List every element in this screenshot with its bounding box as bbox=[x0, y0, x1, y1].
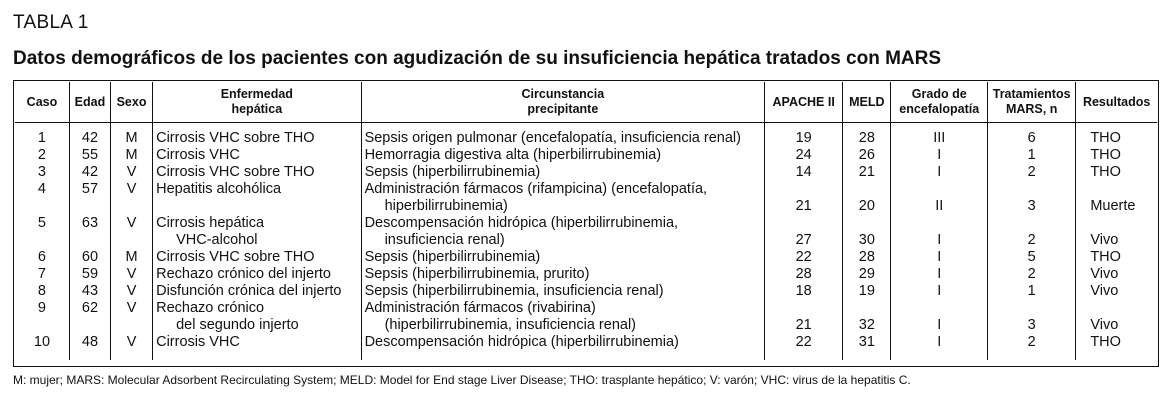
cell-apache: 22 bbox=[765, 334, 843, 360]
col-header-trat bbox=[988, 82, 1076, 123]
table-title: Datos demográficos de los pacientes con agudización de su insuficiencia hepática tratados con MARS bbox=[13, 48, 942, 69]
cell-sexo: V bbox=[111, 215, 153, 249]
cell-text-line: Administración fármacos (rifampicina) (encefalopatía, bbox=[364, 181, 708, 197]
cell-grado: I bbox=[891, 215, 988, 249]
cell-trat: 3 bbox=[988, 181, 1076, 215]
cell-text-line: Sepsis (hiperbilirrubinemia) bbox=[364, 249, 541, 265]
table-label: TABLA 1 bbox=[13, 12, 89, 33]
col-header-grado bbox=[891, 82, 988, 123]
cell-caso: 6 bbox=[15, 249, 69, 266]
cell-circunstancia bbox=[361, 123, 765, 148]
cell-trat: 2 bbox=[988, 164, 1076, 181]
col-header-text: encefalopatía bbox=[899, 102, 980, 116]
cell-circunstancia bbox=[361, 215, 765, 249]
cell-text-line: hiperbilirrubinemia) bbox=[384, 198, 508, 214]
cell-grado: I bbox=[891, 249, 988, 266]
cell-text-line: Hemorragia digestiva alta (hiperbilirrubinemia) bbox=[364, 147, 662, 163]
cell-text-line: Sepsis (hiperbilirrubinemia, insuficiencia renal) bbox=[364, 283, 664, 299]
cell-resultado: Vivo bbox=[1090, 232, 1119, 248]
cell-caso: 9 bbox=[15, 300, 69, 334]
cell-text-line: Hepatitis alcohólica bbox=[156, 181, 282, 197]
cell-enfermedad bbox=[153, 181, 361, 215]
cell-grado: I bbox=[891, 334, 988, 360]
cell-edad: 42 bbox=[69, 164, 110, 181]
col-header-resultado bbox=[1076, 82, 1157, 123]
col-header-text: APACHE II bbox=[772, 94, 835, 109]
cell-text-line: Sepsis origen pulmonar (encefalopatía, insuficiencia renal) bbox=[364, 130, 741, 146]
col-header-text: MARS, n bbox=[1005, 102, 1058, 116]
cell-resultado: Vivo bbox=[1090, 266, 1119, 282]
cell-grado: I bbox=[891, 164, 988, 181]
cell-caso: 8 bbox=[15, 283, 69, 300]
cell-caso: 7 bbox=[15, 266, 69, 283]
cell-sexo: M bbox=[111, 147, 153, 164]
col-header-enfermedad bbox=[153, 82, 361, 123]
cell-circunstancia bbox=[361, 266, 765, 283]
cell-text-line: insuficiencia renal) bbox=[384, 232, 505, 248]
cell-grado: I bbox=[891, 300, 988, 334]
patients-table bbox=[15, 82, 1157, 360]
cell-meld: 29 bbox=[843, 266, 891, 283]
cell-grado: II bbox=[891, 181, 988, 215]
cell-resultado: Vivo bbox=[1090, 283, 1119, 299]
cell-sexo: V bbox=[111, 300, 153, 334]
cell-apache: 24 bbox=[765, 147, 843, 164]
table-row bbox=[15, 123, 1157, 148]
table-row bbox=[15, 164, 1157, 181]
cell-trat: 1 bbox=[988, 283, 1076, 300]
cell-meld: 26 bbox=[843, 147, 891, 164]
col-header-text: Edad bbox=[74, 94, 106, 109]
table-row bbox=[15, 300, 1157, 334]
cell-apache: 14 bbox=[765, 164, 843, 181]
cell-text-line: Cirrosis VHC sobre THO bbox=[156, 130, 315, 146]
table-row bbox=[15, 215, 1157, 249]
cell-caso: 3 bbox=[15, 164, 69, 181]
cell-trat: 6 bbox=[988, 123, 1076, 148]
cell-meld: 32 bbox=[843, 300, 891, 334]
cell-circunstancia bbox=[361, 283, 765, 300]
cell-caso: 10 bbox=[15, 334, 69, 360]
cell-grado: I bbox=[891, 266, 988, 283]
cell-text-line: Sepsis (hiperbilirrubinemia) bbox=[364, 164, 541, 180]
cell-enfermedad bbox=[153, 283, 361, 300]
cell-grado: III bbox=[891, 123, 988, 148]
cell-circunstancia bbox=[361, 249, 765, 266]
cell-apache: 18 bbox=[765, 283, 843, 300]
footnote: M: mujer; MARS: Molecular Adsorbent Recirculating System; MELD: Model for End stage Liver Disease; THO: trasplante hepático; V: varón; VHC: virus de la hepatitis C. bbox=[13, 373, 911, 387]
cell-sexo: V bbox=[111, 164, 153, 181]
cell-circunstancia bbox=[361, 181, 765, 215]
cell-text-line: Cirrosis VHC bbox=[156, 334, 240, 350]
cell-edad: 59 bbox=[69, 266, 110, 283]
table-row bbox=[15, 249, 1157, 266]
cell-resultado: Vivo bbox=[1090, 317, 1119, 333]
header-row bbox=[15, 82, 1157, 123]
cell-resultado: THO bbox=[1090, 249, 1121, 265]
table-row bbox=[15, 283, 1157, 300]
cell-edad: 48 bbox=[69, 334, 110, 360]
col-header-caso bbox=[15, 82, 69, 123]
cell-enfermedad bbox=[153, 123, 361, 148]
cell-resultado: THO bbox=[1090, 130, 1121, 146]
cell-text-line: Rechazo crónico bbox=[156, 300, 265, 316]
cell-caso: 2 bbox=[15, 147, 69, 164]
cell-enfermedad bbox=[153, 215, 361, 249]
col-header-text: Circunstancia bbox=[521, 87, 605, 101]
cell-text-line: (hiperbilirrubinemia, insuficiencia renal) bbox=[384, 317, 637, 333]
cell-resultado: THO bbox=[1090, 147, 1121, 163]
cell-enfermedad bbox=[153, 334, 361, 360]
cell-meld: 28 bbox=[843, 123, 891, 148]
cell-text-line: Cirrosis VHC sobre THO bbox=[156, 164, 315, 180]
cell-text-line: del segundo injerto bbox=[176, 317, 299, 333]
cell-trat: 3 bbox=[988, 300, 1076, 334]
cell-trat: 2 bbox=[988, 334, 1076, 360]
cell-caso: 5 bbox=[15, 215, 69, 249]
table-row bbox=[15, 266, 1157, 283]
cell-meld: 30 bbox=[843, 215, 891, 249]
cell-circunstancia bbox=[361, 300, 765, 334]
cell-edad: 62 bbox=[69, 300, 110, 334]
col-header-edad bbox=[69, 82, 110, 123]
cell-edad: 55 bbox=[69, 147, 110, 164]
table-body bbox=[15, 123, 1157, 361]
cell-caso: 4 bbox=[15, 181, 69, 215]
table-row bbox=[15, 147, 1157, 164]
cell-edad: 57 bbox=[69, 181, 110, 215]
cell-sexo: V bbox=[111, 266, 153, 283]
cell-circunstancia bbox=[361, 147, 765, 164]
cell-circunstancia bbox=[361, 164, 765, 181]
cell-apache: 27 bbox=[765, 215, 843, 249]
cell-text-line: Administración fármacos (rivabirina) bbox=[364, 300, 596, 316]
cell-apache: 28 bbox=[765, 266, 843, 283]
cell-enfermedad bbox=[153, 147, 361, 164]
cell-trat: 1 bbox=[988, 147, 1076, 164]
cell-resultado: Muerte bbox=[1090, 198, 1136, 214]
cell-resultado: THO bbox=[1090, 334, 1121, 350]
cell-text-line: VHC-alcohol bbox=[176, 232, 258, 248]
cell-text-line: Cirrosis VHC sobre THO bbox=[156, 249, 315, 265]
cell-meld: 31 bbox=[843, 334, 891, 360]
cell-sexo: V bbox=[111, 283, 153, 300]
cell-text-line: Descompensación hidrópica (hiperbilirrubinemia, bbox=[364, 215, 679, 231]
cell-trat: 5 bbox=[988, 249, 1076, 266]
cell-grado: I bbox=[891, 147, 988, 164]
cell-sexo: V bbox=[111, 181, 153, 215]
cell-edad: 43 bbox=[69, 283, 110, 300]
cell-trat: 2 bbox=[988, 266, 1076, 283]
cell-enfermedad bbox=[153, 164, 361, 181]
cell-text-line: Disfunción crónica del injerto bbox=[156, 283, 342, 299]
table-row bbox=[15, 181, 1157, 215]
col-header-text: Resultados bbox=[1082, 94, 1151, 109]
col-header-text: Caso bbox=[26, 94, 58, 109]
cell-text-line: Rechazo crónico del injerto bbox=[156, 266, 331, 282]
col-header-text: MELD bbox=[849, 94, 885, 109]
cell-meld: 28 bbox=[843, 249, 891, 266]
cell-apache: 22 bbox=[765, 249, 843, 266]
col-header-circunstancia bbox=[361, 82, 765, 123]
cell-sexo: V bbox=[111, 334, 153, 360]
cell-enfermedad bbox=[153, 300, 361, 334]
cell-grado: I bbox=[891, 283, 988, 300]
col-header-text: hepática bbox=[231, 102, 283, 116]
cell-trat: 2 bbox=[988, 215, 1076, 249]
col-header-apache bbox=[765, 82, 843, 123]
cell-text-line: Cirrosis hepática bbox=[156, 215, 265, 231]
col-header-text: Enfermedad bbox=[220, 87, 293, 101]
cell-sexo: M bbox=[111, 123, 153, 148]
cell-sexo: M bbox=[111, 249, 153, 266]
cell-edad: 60 bbox=[69, 249, 110, 266]
cell-apache: 21 bbox=[765, 181, 843, 215]
col-header-meld bbox=[843, 82, 891, 123]
cell-text-line: Descompensación hidrópica (hiperbilirrubinemia) bbox=[364, 334, 679, 350]
cell-meld: 21 bbox=[843, 164, 891, 181]
cell-text-line: Cirrosis VHC bbox=[156, 147, 240, 163]
cell-circunstancia bbox=[361, 334, 765, 360]
cell-edad: 63 bbox=[69, 215, 110, 249]
cell-apache: 21 bbox=[765, 300, 843, 334]
cell-enfermedad bbox=[153, 249, 361, 266]
cell-enfermedad bbox=[153, 266, 361, 283]
cell-meld: 19 bbox=[843, 283, 891, 300]
col-header-text: Grado de bbox=[911, 87, 967, 101]
cell-apache: 19 bbox=[765, 123, 843, 148]
col-header-text: Sexo bbox=[116, 94, 147, 109]
cell-edad: 42 bbox=[69, 123, 110, 148]
cell-text-line: Sepsis (hiperbilirrubinemia, prurito) bbox=[364, 266, 590, 282]
col-header-text: precipitante bbox=[527, 102, 599, 116]
cell-caso: 1 bbox=[15, 123, 69, 148]
cell-resultado: THO bbox=[1090, 164, 1121, 180]
col-header-text: Tratamientos bbox=[992, 87, 1071, 101]
table-row bbox=[15, 334, 1157, 360]
col-header-sexo bbox=[111, 82, 153, 123]
cell-meld: 20 bbox=[843, 181, 891, 215]
